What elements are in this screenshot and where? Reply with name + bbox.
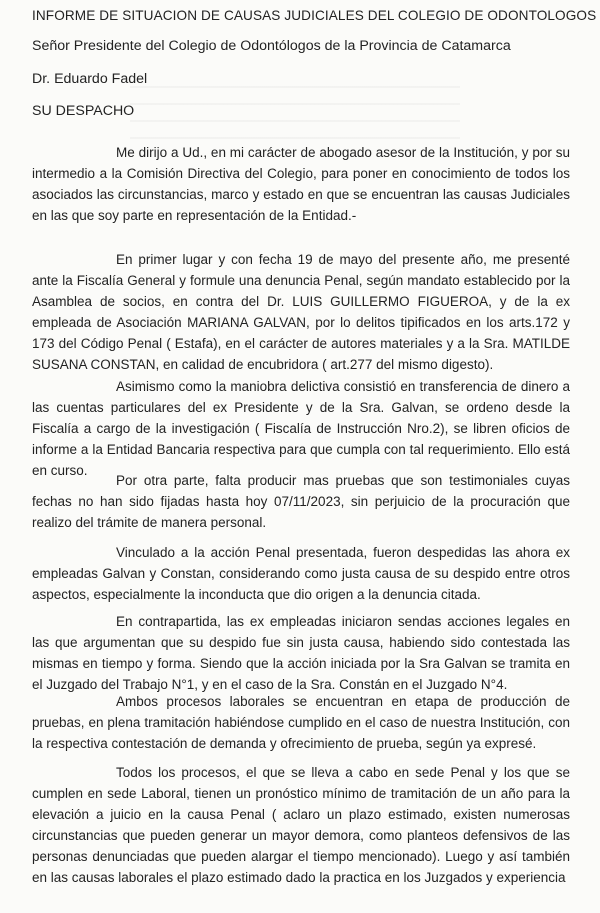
- addressee-office: SU DESPACHO: [32, 103, 135, 119]
- document-title: INFORME DE SITUACION DE CAUSAS JUDICIALES DEL COLEGIO DE ODONTOLOGOS: [32, 8, 597, 23]
- paragraph-1: Me dirijo a Ud., en mi carácter de abogado asesor de la Institución, y por su intermedio a la Comisión Directiva del Colegio, para poner en conocimiento de todos los asociados las circunstancias, marco y estado en que se encuentran las causas Judiciales en las que soy parte en representación de la Entidad.-: [32, 145, 570, 223]
- addressee-name: Dr. Eduardo Fadel: [32, 71, 148, 87]
- paragraph-8: Todos los procesos, el que se lleva a cabo en sede Penal y los que se cumplen en sede Laboral, tienen un pronóstico mínimo de tramitación de un año para la elevación a juicio en la causa Penal ( aclaro un plazo estimado, existen numerosas circunstancias que pueden generar un mayor demora, como planteos defensivos de las personas denunciadas que pueden alargar el tiempo mencionado). Luego y así también en las causas laborales el plazo estimado dado la practica en los Juzgados y experiencia: [32, 765, 570, 885]
- paragraph-5: Vinculado a la acción Penal presentada, fueron despedidas las ahora ex empleadas Galvan y Constan, considerando como justa causa de su despido entre otros aspectos, especialmente la inconducta que dio origen a la denuncia citada.: [32, 545, 570, 602]
- paragraph-6: En contrapartida, las ex empleadas iniciaron sendas acciones legales en las que argumentan que su despido fue sin justa causa, habiendo sido contestada las mismas en tiempo y forma. Siendo que la acción iniciada por la Sra Galvan se tramita en el Juzgado del Trabajo N°1, y en el caso de la Sra. Constán en el Juzgado N°4.: [32, 614, 570, 692]
- paragraph-3: Asimismo como la maniobra delictiva consistió en transferencia de dinero a las cuentas particulares del ex Presidente y de la Sra. Galvan, se ordeno desde la Fiscalía a cargo de la investigación ( Fiscalía de Instrucción Nro.2), se libren oficios de informe a la Entidad Bancaria respectiva para que cumpla con tal requerimiento. Ello está en curso.: [32, 379, 570, 478]
- paragraph-2: En primer lugar y con fecha 19 de mayo del presente año, me presenté ante la Fiscalía General y formule una denuncia Penal, según mandato establecido por la Asamblea de socios, en contra del Dr. LUIS GUILLERMO FIGUEROA, y de la ex empleada de Asociación MARIANA GALVAN, por lo delitos tipificados en los arts.172 y 173 del Código Penal ( Estafa), en el carácter de autores materiales y a la Sra. MATILDE SUSANA CONSTAN, en calidad de encubridora ( art.277 del mismo digesto).: [32, 252, 570, 372]
- paragraph-4: Por otra parte, falta producir mas pruebas que son testimoniales cuyas fechas no han sido fijadas hasta hoy 07/11/2023, sin perjuicio de la procuración que realizo del trámite de manera personal.: [32, 473, 570, 530]
- paragraph-7: Ambos procesos laborales se encuentran en etapa de producción de pruebas, en plena tramitación habiéndose cumplido en el caso de nuestra Institución, con la respectiva contestación de demanda y ofrecimiento de prueba, según ya expresé.: [32, 694, 570, 751]
- bleed-through-text: [130, 86, 460, 146]
- addressee-line: Señor Presidente del Colegio de Odontólogos de la Provincia de Catamarca: [32, 38, 511, 54]
